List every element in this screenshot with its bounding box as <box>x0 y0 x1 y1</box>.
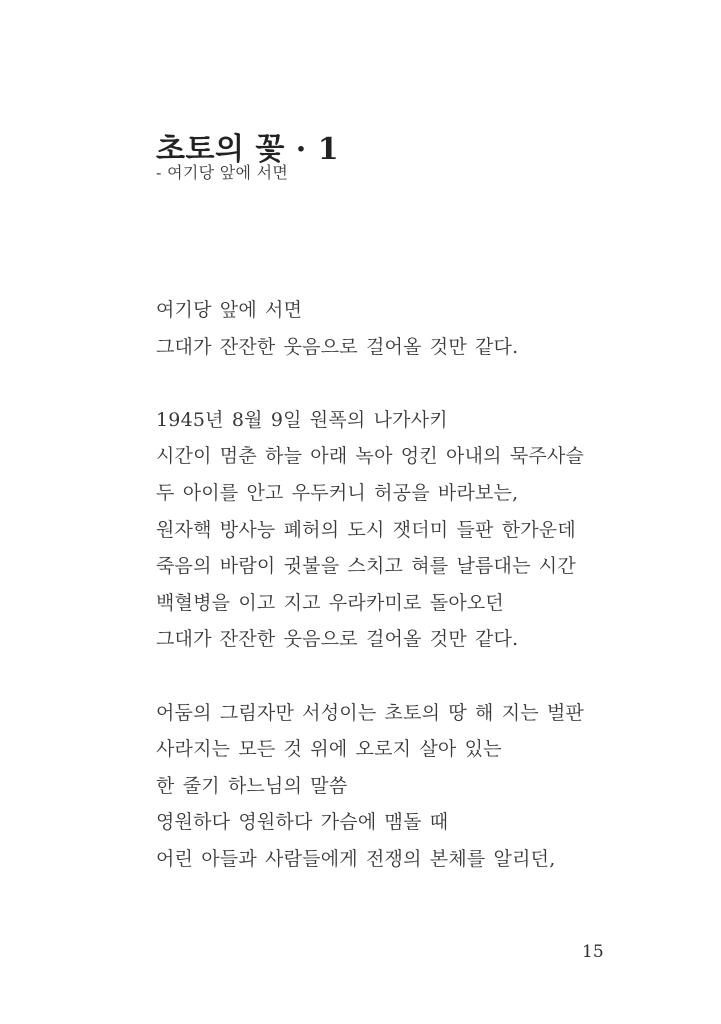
poem-body <box>156 292 626 878</box>
poem-line: 어린 아들과 사람들에게 전쟁의 본체를 알리던, <box>156 847 556 870</box>
poem-line: 영원하다 영원하다 가슴에 맴돌 때 <box>156 811 449 834</box>
poem-line: 여기당 앞에 서면 <box>156 299 303 321</box>
page-number: 15 <box>582 942 604 962</box>
poem-line: 두 아이를 안고 우두커니 허공을 바라보는, <box>156 481 519 504</box>
poem-line: 어둠의 그림자만 서성이는 초토의 땅 해 지는 벌판 <box>156 701 585 724</box>
poem-line: 한 줄기 하느님의 말씀 <box>156 774 348 797</box>
poem-line: 1945년 8월 9일 원폭의 나가사키 <box>156 408 448 431</box>
poem-title: 초토의 꽃 · 1 <box>156 132 340 168</box>
stanza-2 <box>156 402 626 658</box>
poem-subtitle: - 여기당 앞에 서면 <box>156 163 289 182</box>
poem-line: 그대가 잔잔한 웃음으로 걸어올 것만 같다. <box>156 628 519 651</box>
poem-line: 시간이 멈춘 하늘 아래 녹아 엉킨 아내의 묵주사슬 <box>156 445 585 468</box>
poem-line: 그대가 잔잔한 웃음으로 걸어올 것만 같다. <box>156 335 519 358</box>
poem-line: 죽음의 바람이 귓불을 스치고 혀를 날름대는 시간 <box>156 555 576 578</box>
poem-line: 원자핵 방사능 폐허의 도시 잿더미 들판 한가운데 <box>156 518 576 541</box>
poem-line: 사라지는 모든 것 위에 오로지 살아 있는 <box>156 738 502 761</box>
poem-line: 백혈병을 이고 지고 우라카미로 돌아오던 <box>156 591 504 614</box>
stanza-3 <box>156 695 626 878</box>
stanza-1 <box>156 292 626 365</box>
